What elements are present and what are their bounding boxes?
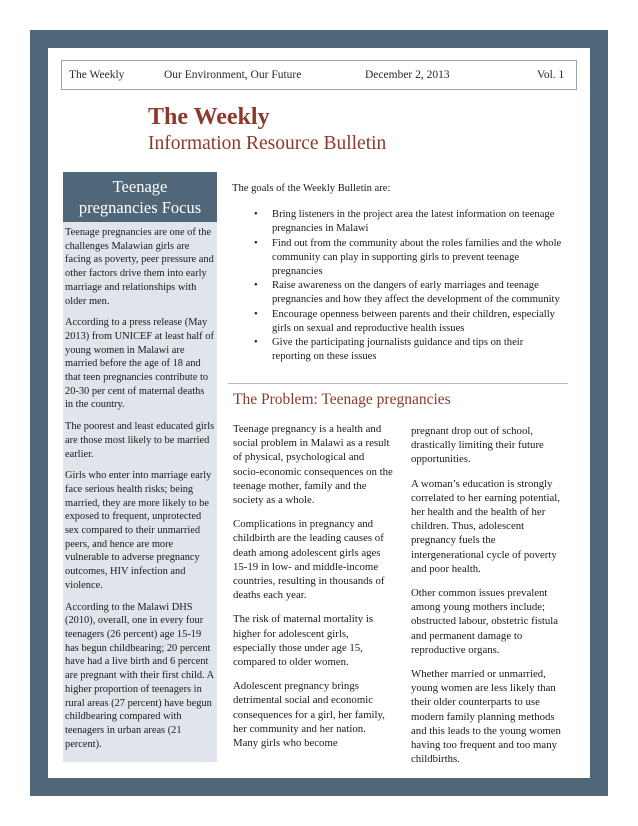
sidebar-heading-line1: Teenage <box>112 177 168 196</box>
sidebar-paragraph: Girls who enter into marriage early face serious health risks; being married, they are more likely to be exposed to frequent, unprotected sex compared to their unmarried peers, and hence are more vulnerable to adverse pregnancy outcomes, HIV infection and violence. <box>65 470 212 591</box>
goals-item-text: Give the participating journalists guidance and tips on their reporting on these issues <box>272 337 524 363</box>
sidebar-heading <box>63 172 217 222</box>
article-paragraph: A woman’s education is strongly correlated to her earning potential, her health and the health of her children. Thus, adolescent pregnancy fuels the intergenerational cycle of poverty and poor health. <box>411 477 560 575</box>
article-paragraph: Teenage pregnancy is a health and social problem in Malawi as a result of physical, psychological and socio-economic consequences on the teenage mother, family and the society as a whole. <box>233 423 393 507</box>
article-paragraph: pregnant drop out of school, drastically limiting their future opportunities. <box>411 425 544 466</box>
article-paragraph: Whether married or unmarried, young women are less likely than their older counterparts to use modern family planning methods and this leads to the young women having too frequent and too many childbirths. <box>411 668 561 766</box>
sidebar <box>63 172 217 762</box>
sidebar-paragraph: The poorest and least educated girls are those most likely to be married earlier. <box>65 421 215 460</box>
goals-intro: The goals of the Weekly Bulletin are: <box>232 183 391 194</box>
problem-heading: The Problem: Teenage pregnancies <box>233 391 451 408</box>
sidebar-paragraph: According to the Malawi DHS (2010), overall, one in every four teenagers (26 percent) age 15-19 has begun childbearing; 20 percent have had a live birth and 6 percent are pregnant with their first child. A higher proportion of teenagers in rural areas (27 percent) have begun childbearing compared with teenagers in urban areas (21 percent). <box>65 601 214 750</box>
sidebar-paragraph: Teenage pregnancies are one of the challenges Malawian girls are facing as poverty, peer pressure and other factors drive them into early marriage and relationships with older men. <box>65 227 214 307</box>
bullet-icon: • <box>254 337 258 349</box>
article-column-2 <box>411 424 571 776</box>
goals-item-text: Raise awareness on the dangers of early marriages and teenage pregnancies and how they affect the development of the community <box>272 280 560 306</box>
goals-list-item <box>232 336 562 364</box>
header-volume: Vol. 1 <box>537 69 565 81</box>
masthead-title: The Weekly <box>148 104 270 130</box>
article-column-1 <box>233 422 393 760</box>
header-publication: The Weekly <box>69 69 125 81</box>
masthead-subtitle: Information Resource Bulletin <box>148 133 387 154</box>
bullet-icon: • <box>254 209 258 221</box>
header-tagline: Our Environment, Our Future <box>164 69 302 81</box>
goals-item-text: Bring listeners in the project area the latest information on teenage pregnancies in Malawi <box>272 209 555 235</box>
goals-list <box>232 208 562 364</box>
goals-list-item <box>232 237 562 280</box>
sidebar-heading-line2: pregnancies Focus <box>78 198 202 217</box>
goals-item-text: Find out from the community about the roles families and the whole community can play in supporting girls to prevent teenage pregnancies <box>272 237 562 278</box>
bullet-icon: • <box>254 280 258 292</box>
bullet-icon: • <box>254 308 258 320</box>
article-paragraph: The risk of maternal mortality is higher for adolescent girls, especially those under age 15, compared to older women. <box>233 613 374 669</box>
goals-list-item <box>232 308 562 336</box>
section-divider <box>228 383 568 384</box>
header-date: December 2, 2013 <box>365 69 450 81</box>
goals-list-item <box>232 279 562 307</box>
goals-list-item <box>232 208 562 236</box>
header-bar <box>61 60 577 90</box>
goals-item-text: Encourage openness between parents and their children, especially girls on sexual and reproductive health issues <box>272 308 555 334</box>
bullet-icon: • <box>254 237 258 249</box>
goals-section <box>232 182 562 364</box>
article-paragraph: Complications in pregnancy and childbirth are the leading causes of death among adolescent girls ages 15-19 in low- and middle-income countries, resulting in thousands of deaths each year. <box>233 518 385 602</box>
article-paragraph: Adolescent pregnancy brings detrimental social and economic consequences for a girl, her family, her community and her nation. Many girls who become <box>233 680 385 750</box>
sidebar-body <box>65 226 215 759</box>
article-paragraph: Other common issues prevalent among young mothers include; obstructed labour, obstetric fistula and permanent damage to reproductive organs. <box>411 587 559 656</box>
sidebar-paragraph: According to a press release (May 2013) from UNICEF at least half of young women in Malawi are married before the age of 18 and that teen pregnancies contribute to 20-30 per cent of maternal deaths in the country. <box>65 317 214 411</box>
